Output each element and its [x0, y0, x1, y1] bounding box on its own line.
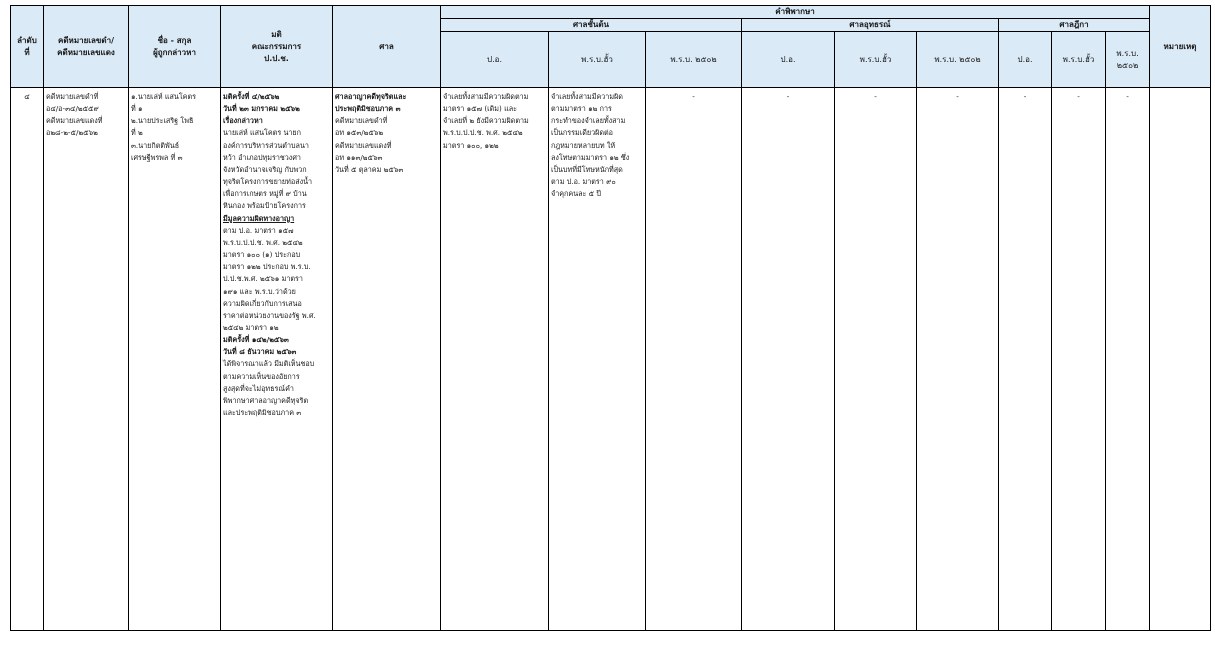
header-supreme-court: ศาลฎีกา [999, 19, 1150, 32]
header-appeal-pa: ป.อ. [742, 32, 835, 88]
judgment-table [10, 5, 1211, 631]
resolution-text [223, 91, 330, 419]
resolution-line: และประพฤติมิชอบภาค ๓ [223, 408, 302, 418]
header-supreme-2502: พ.ร.บ. ๒๕๐๒ [1106, 32, 1150, 88]
court-line: คดีหมายเลขดำที่ [335, 116, 388, 126]
resolution-line: ๒๕๔๒ มาตรา ๑๒ [223, 322, 279, 332]
resolution-line: ป.ป.ช.พ.ศ. ๒๕๖๑ มาตรา [223, 274, 303, 284]
header-appeal-court: ศาลอุทธรณ์ [742, 19, 999, 32]
header-case-no: คดีหมายเลขดำ/ คดีหมายเลขแดง [44, 6, 129, 88]
header-seq: ลำดับ ที่ [11, 6, 44, 88]
resolution-line: พิพากษาศาลอาญาคดีทุจริต [223, 395, 309, 405]
cell-case-no: คดีหมายเลขดำที่ อ๔/อ-๓๔/๒๕๕๙ คดีหมายเลขแดงที่ อ๒๘-๒-๕/๒๕๖๒ [44, 88, 129, 631]
court-line: อท ๑๕๓/๒๕๖๒ [335, 128, 384, 138]
cell-supreme-2502: - [1106, 88, 1150, 631]
resolution-line: นายเล่ห์ แสนโคตร นายก [223, 128, 301, 138]
court-line: วันที่ ๕ ตุลาคม ๒๕๖๓ [335, 164, 404, 174]
resolution-line: ตามความเห็นของอัยการ [223, 371, 300, 381]
resolution-line: มติครั้งที่ ๑๔๒/๒๕๖๓ [223, 335, 289, 345]
resolution-line: พ.ร.บ.ป.ป.ช. พ.ศ. ๒๕๔๒ [223, 237, 303, 247]
cell-supreme-pa: - [999, 88, 1052, 631]
cell-first-fua: จำเลยทั้งสามมีความผิด ตามมาตรา ๑๒ การ กระทำของจำเลยทั้งสาม เป็นกรรมเดียวผิดต่อ กฎหมายหลายบท ให้ ลงโทษตามมาตรา ๑๒ ซึ่ง เป็นบทที่มีโทษหนักที่สุด ตาม ป.อ. มาตรา ๙๐ จำคุกคนละ ๕ ปี [549, 88, 646, 631]
header-first-pa: ป.อ. [441, 32, 549, 88]
cell-first-pa: จำเลยทั้งสามมีความผิดตาม มาตรา ๑๕๗ (เดิม) และ จำเลยที่ ๒ ยังมีความผิดตาม พ.ร.บ.ป.ป.ช. พ.ศ. ๒๕๔๒ มาตรา ๑๐๐, ๑๒๒ [441, 88, 549, 631]
resolution-line: ตาม ป.อ. มาตรา ๑๕๗ [223, 225, 294, 235]
court-line: ศาลอาญาคดีทุจริตและ [335, 92, 407, 101]
cell-seq: ๔ [11, 88, 44, 631]
resolution-line: หินกอง พร้อมป้ายโครงการ [223, 201, 306, 211]
header-first-2502: พ.ร.บ. ๒๕๐๒ [646, 32, 742, 88]
resolution-line: มติครั้งที่ ๔/๒๕๖๒ [223, 92, 280, 101]
resolution-line: องค์การบริหารส่วนตำบลนา [223, 140, 309, 150]
resolution-line: หว้า อำเภอปทุมราชวงศา [223, 152, 301, 162]
resolution-line: วันที่ ๘ ธันวาคม ๒๕๖๓ [223, 347, 297, 357]
court-line: ประพฤติมิชอบภาค ๓ [335, 104, 401, 114]
resolution-line: วันที่ ๒๓ มกราคม ๒๕๖๒ [223, 104, 300, 114]
resolution-line: เรื่องกล่าวหา [223, 116, 263, 126]
header-appeal-2502: พ.ร.บ. ๒๕๐๒ [917, 32, 999, 88]
resolution-line: มาตรา ๑๒๒ ประกอบ พ.ร.บ. [223, 262, 311, 272]
header-names: ชื่อ - สกุล ผู้ถูกกล่าวหา [129, 6, 221, 88]
resolution-line: เพื่อการเกษตร หมู่ที่ ๙ บ้าน [223, 189, 307, 199]
header-resolution: มติ คณะกรรมการ ป.ป.ช. [221, 6, 333, 88]
resolution-line: สูงสุดที่จะไม่อุทธรณ์คำ [223, 383, 294, 393]
cell-supreme-fua: - [1052, 88, 1106, 631]
header-supreme-pa: ป.อ. [999, 32, 1052, 88]
cell-resolution [221, 88, 333, 631]
cell-first-2502: - [646, 88, 742, 631]
header-court: ศาล [333, 6, 441, 88]
resolution-line: มีมูลความผิดทางอาญา [223, 213, 295, 223]
resolution-line: ทุจริตโครงการขยายท่อส่งน้ำ [223, 177, 313, 187]
header-supreme-fua: พ.ร.บ.ฮั้ว [1052, 32, 1106, 88]
cell-appeal-pa: - [742, 88, 835, 631]
resolution-line: มาตรา ๑๐๐ (๑) ประกอบ [223, 250, 301, 260]
header-remarks: หมายเหตุ [1150, 6, 1211, 88]
court-line: คดีหมายเลขแดงที่ [335, 140, 392, 150]
cell-names: ๑.นายเล่ห์ แสนโคตร ที่ ๑ ๒.นายประเสริฐ โพธิ ที่ ๒ ๓.นายกิตติพันธ์ เศรษฐีพรพล ที่ ๓ [129, 88, 221, 631]
resolution-line: ได้พิจารณาแล้ว มีมติเห็นชอบ [223, 359, 315, 369]
cell-court [333, 88, 441, 631]
header-first-fua: พ.ร.บ.ฮั้ว [549, 32, 646, 88]
cell-remarks [1150, 88, 1211, 631]
resolution-line: ความผิดเกี่ยวกับการเสนอ [223, 298, 302, 308]
cell-appeal-fua: - [835, 88, 917, 631]
court-line: อท ๑๑๓/๒๕๖๓ [335, 152, 383, 162]
header-first-court: ศาลชั้นต้น [441, 19, 742, 32]
resolution-line: ราคาต่อหน่วยงานของรัฐ พ.ศ. [223, 310, 316, 320]
table-row [11, 88, 1211, 631]
resolution-line: ๑๙๑ และ พ.ร.บ.ว่าด้วย [223, 286, 296, 296]
header-appeal-fua: พ.ร.บ.ฮั้ว [835, 32, 917, 88]
header-judgment: คำพิพากษา [441, 6, 1150, 19]
cell-appeal-2502: - [917, 88, 999, 631]
resolution-line: จังหวัดอำนาจเจริญ กับพวก [223, 164, 307, 174]
court-text [335, 91, 438, 176]
